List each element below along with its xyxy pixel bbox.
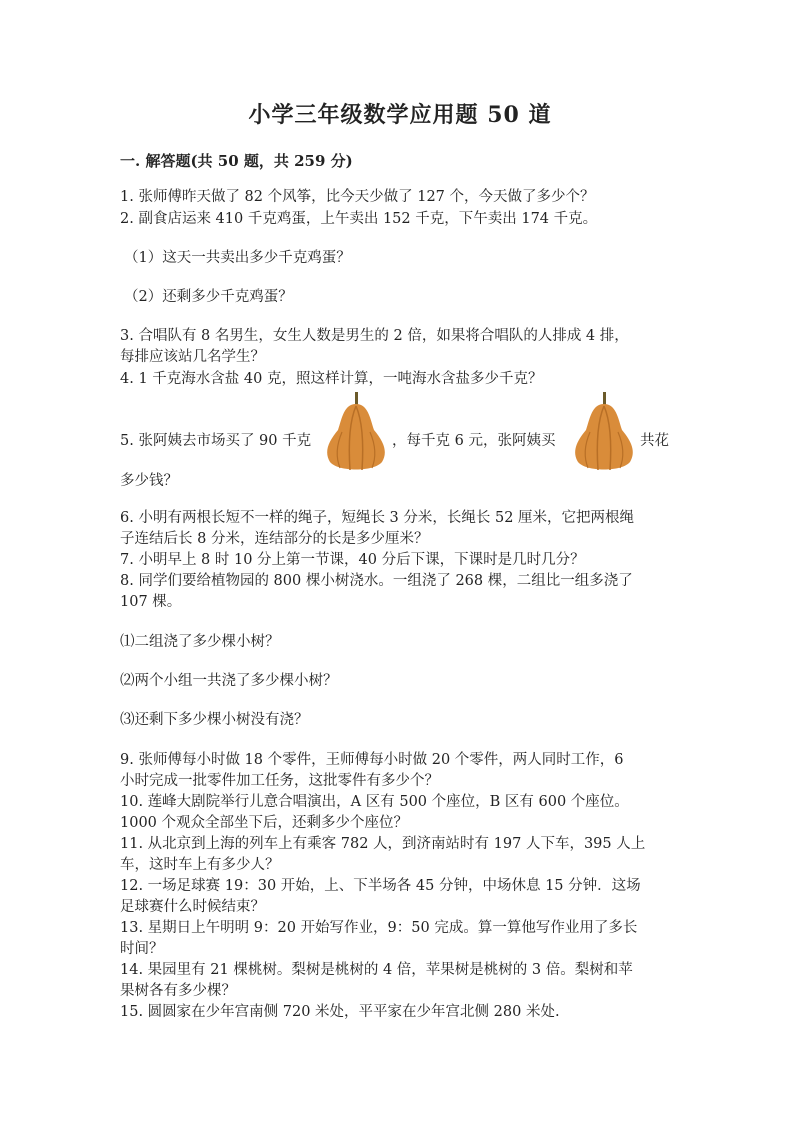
question-12-line-1: 12. 一场足球赛 19：30 开始，上、下半场各 45 分钟，中场休息 15 分钟．这场	[120, 878, 641, 894]
question-8-part-3: ⑶还剩下多少棵小树没有浇？	[120, 712, 309, 728]
question-8-part-2: ⑵两个小组一共浇了多少棵小树？	[120, 673, 338, 689]
question-9-line-1: 9. 张师傅每小时做 18 个零件，王师傅每小时做 20 个零件，两人同时工作，6	[120, 752, 624, 768]
section-heading: 一. 解答题(共 50 题，共 259 分)	[120, 152, 353, 170]
question-2-part-1: （1）这天一共卖出多少千克鸡蛋？	[124, 250, 351, 266]
question-15: 15. 圆圆家在少年宫南侧 720 米处，平平家在少年宫北侧 280 米处.	[120, 1004, 560, 1020]
question-6-line-1: 6. 小明有两根长短不一样的绳子，短绳长 3 分米，长绳长 52 厘米，它把两根绳	[120, 510, 635, 526]
question-6-line-2: 子连结后长 8 分米，连结部分的长是多少厘米？	[120, 531, 429, 547]
question-13-line-2: 时间？	[120, 941, 164, 957]
question-2: 2. 副食店运来 410 千克鸡蛋，上午卖出 152 千克，下午卖出 174 千克。	[120, 211, 598, 227]
pumpkin-icon	[320, 390, 392, 472]
question-13-line-1: 13. 星期日上午明明 9：20 开始写作业，9：50 完成。算一算他写作业用了多长	[120, 920, 638, 936]
question-11-line-2: 车，这时车上有多少人？	[120, 857, 280, 873]
question-5-part-1: 5. 张阿姨去市场买了 90 千克	[120, 433, 312, 449]
question-3-line-1: 3. 合唱队有 8 名男生，女生人数是男生的 2 倍，如果将合唱队的人排成 4 排，	[120, 328, 629, 344]
question-10-line-1: 10. 莲峰大剧院举行儿意合唱演出，A 区有 500 个座位，B 区有 600 个座位。	[120, 794, 629, 810]
page-title: 小学三年级数学应用题 50 道	[248, 102, 552, 128]
question-8-line-1: 8. 同学们要给植物园的 800 棵小树浇水。一组浇了 268 棵，二组比一组多浇了	[120, 573, 633, 589]
question-9-line-2: 小时完成一批零件加工任务，这批零件有多少个？	[120, 773, 439, 789]
question-5-part-3: 共花	[640, 433, 669, 449]
question-12-line-2: 足球赛什么时候结束？	[120, 899, 265, 915]
question-7: 7. 小明早上 8 时 10 分上第一节课，40 分后下课，下课时是几时几分？	[120, 552, 585, 568]
question-3-line-2: 每排应该站几名学生？	[120, 349, 265, 365]
question-11-line-1: 11. 从北京到上海的列车上有乘客 782 人，到济南站时有 197 人下车，395 人上	[120, 836, 646, 852]
question-8-line-2: 107 棵。	[120, 594, 182, 610]
question-5-part-2: ，每千克 6 元，张阿姨买	[392, 433, 556, 449]
question-1: 1. 张师傅昨天做了 82 个风筝，比今天少做了 127 个，今天做了多少个？	[120, 189, 595, 205]
question-4: 4. 1 千克海水含盐 40 克，照这样计算，一吨海水含盐多少千克？	[120, 371, 543, 387]
question-8-part-1: ⑴二组浇了多少棵小树？	[120, 634, 280, 650]
question-5-line-2: 多少钱？	[120, 473, 178, 489]
question-2-part-2: （2）还剩多少千克鸡蛋？	[124, 289, 293, 305]
pumpkin-icon	[568, 390, 640, 472]
question-14-line-1: 14. 果园里有 21 棵桃树。梨树是桃树的 4 倍，苹果树是桃树的 3 倍。梨树和苹	[120, 962, 633, 978]
question-10-line-2: 1000 个观众全部坐下后，还剩多少个座位？	[120, 815, 409, 831]
question-14-line-2: 果树各有多少棵？	[120, 983, 236, 999]
